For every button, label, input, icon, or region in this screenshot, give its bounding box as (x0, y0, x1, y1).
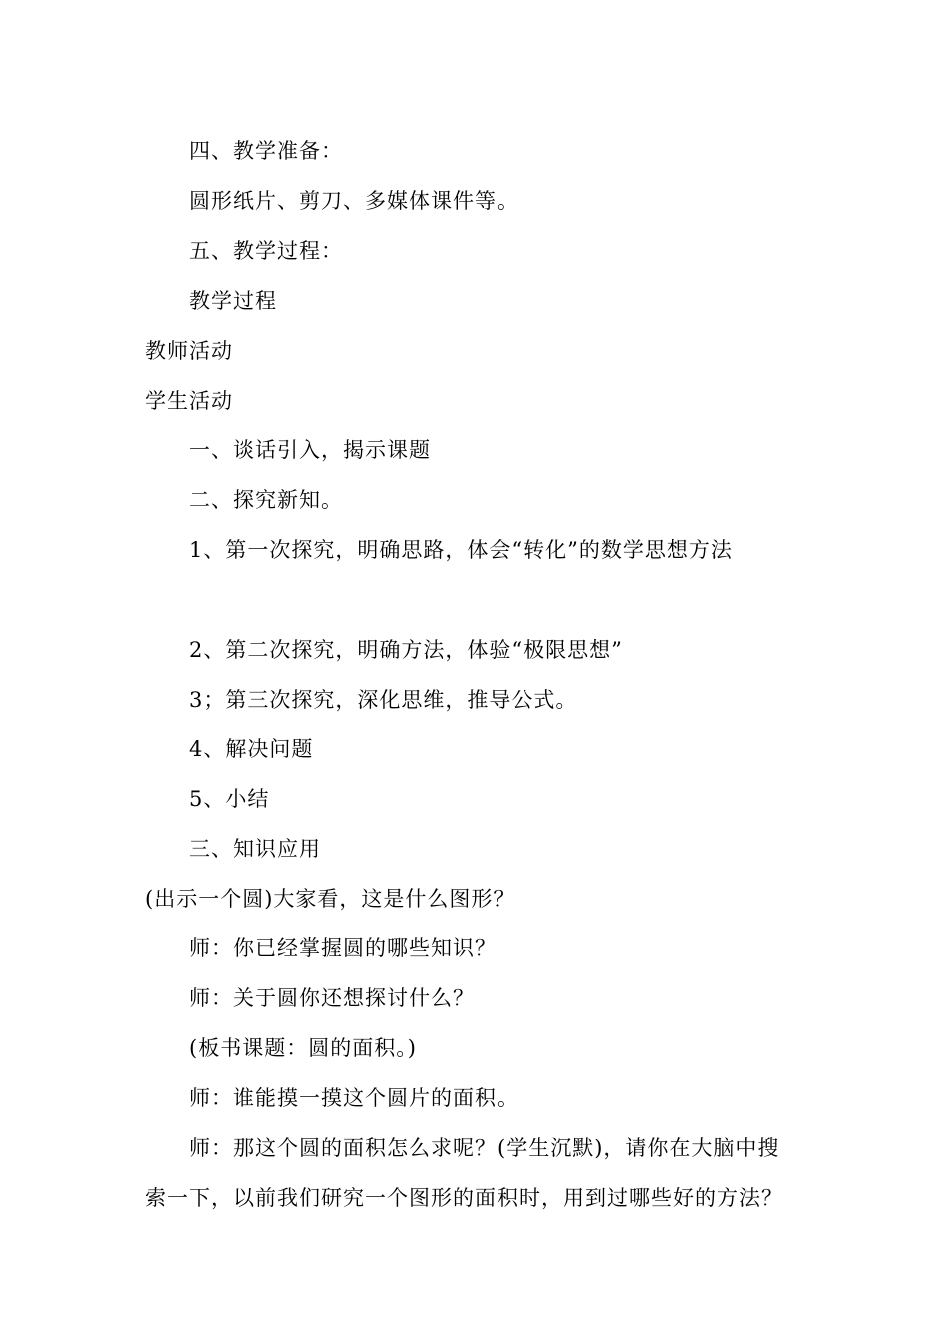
section-heading-process: 五、教学过程： (189, 239, 343, 263)
column-header-teacher: 教师活动 (145, 339, 233, 363)
column-header-student: 学生活动 (145, 389, 233, 413)
dialogue-line-4-continued: 索一下，以前我们研究一个图形的面积时，用到过哪些好的方法？ (145, 1186, 783, 1210)
dialogue-line-1: 师：你已经掌握圆的哪些知识？ (189, 936, 497, 960)
substep-2: 2、第二次探究，明确方法，体验“极限思想” (189, 638, 623, 662)
dialogue-line-2: 师：关于圆你还想探讨什么？ (189, 986, 475, 1010)
board-note: (板书课题：圆的面积。) (189, 1036, 417, 1060)
section-heading-preparation: 四、教学准备： (189, 139, 343, 163)
table-caption: 教学过程 (189, 289, 277, 313)
step-heading-2: 二、探究新知。 (189, 488, 343, 512)
substep-5: 5、小结 (189, 787, 270, 811)
paragraph-show-circle: (出示一个圆)大家看，这是什么图形？ (145, 887, 516, 911)
paragraph-materials: 圆形纸片、剪刀、多媒体课件等。 (189, 189, 519, 213)
step-heading-1: 一、谈话引入，揭示课题 (189, 438, 431, 462)
step-heading-3: 三、知识应用 (189, 837, 321, 861)
dialogue-line-4: 师：那这个圆的面积怎么求呢？(学生沉默)，请你在大脑中搜 (189, 1136, 780, 1160)
substep-1: 1、第一次探究，明确思路，体会“转化”的数学思想方法 (189, 538, 733, 562)
dialogue-line-3: 师：谁能摸一摸这个圆片的面积。 (189, 1086, 519, 1110)
substep-3: 3；第三次探究，深化思维，推导公式。 (189, 688, 578, 712)
substep-4: 4、解决问题 (189, 737, 314, 761)
